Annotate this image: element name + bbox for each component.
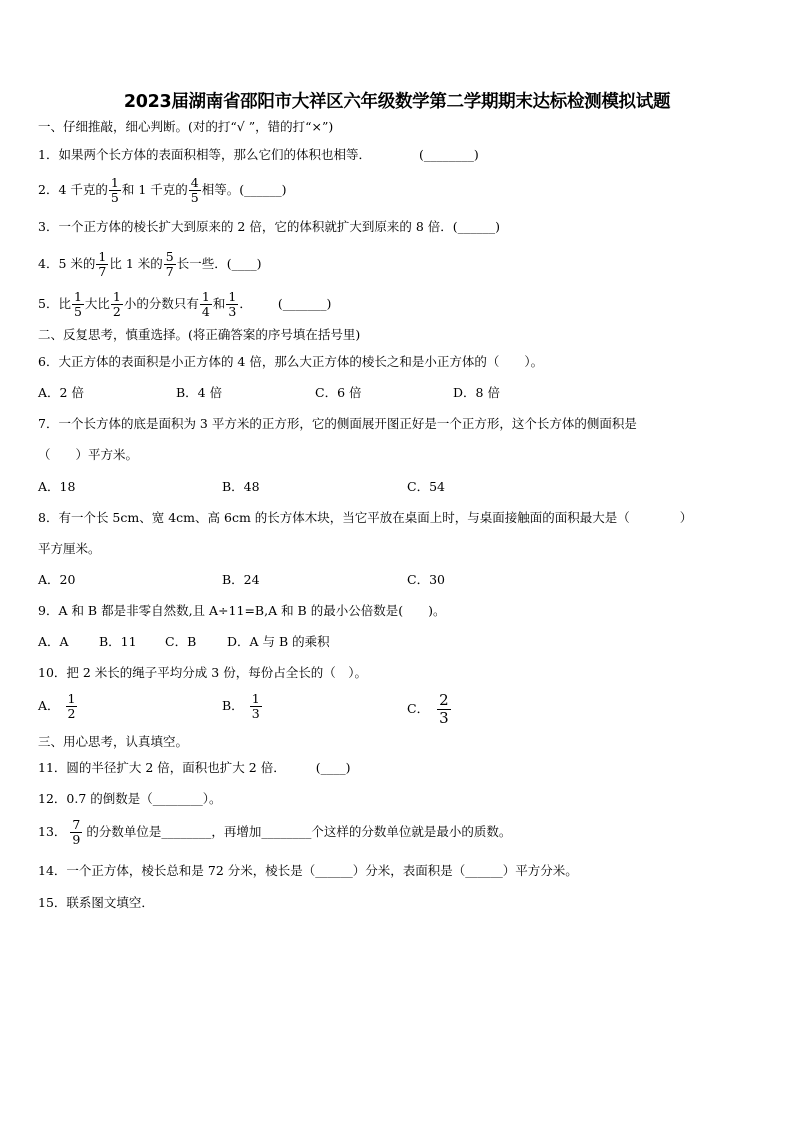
question-8-option-a[interactable]: A．20 (38, 572, 76, 587)
question-2 (38, 176, 286, 205)
question-10-option-b[interactable] (222, 692, 263, 721)
question-10-option-a[interactable] (38, 692, 78, 721)
denominator: 3 (251, 706, 260, 721)
fraction-1-5 (72, 290, 84, 319)
numerator: 1 (67, 691, 76, 706)
numerator: 2 (439, 691, 449, 709)
question-5-answer-blank: (_______) (277, 296, 332, 311)
question-2-text-b: 和 1 千克的 (121, 182, 188, 197)
option-letter: B． (222, 698, 244, 713)
fraction-1-5 (109, 176, 121, 205)
numerator: 1 (228, 289, 237, 304)
question-13-text-a: 13． (38, 824, 67, 839)
section-2-heading: 二、反复思考，慎重选择。(将正确答案的序号填在括号里) (38, 327, 361, 342)
fraction-1-3 (226, 290, 238, 319)
question-1-text: 1．如果两个长方体的表面积相等，那么它们的体积也相等． (38, 147, 371, 162)
section-1-heading: 一、仔细推敲，细心判断。(对的打“√ ”，错的打“×”) (38, 119, 334, 134)
question-9-option-a[interactable]: A．A (38, 634, 69, 649)
question-5-text-a: 5．比 (38, 296, 71, 311)
question-9: 9．A 和 B 都是非零自然数,且 A÷11=B,A 和 B 的最小公倍数是( )。 (38, 603, 446, 618)
question-11-answer-blank: (____) (315, 760, 351, 775)
question-7-option-a[interactable]: A．18 (38, 479, 76, 494)
question-11 (38, 759, 350, 777)
numerator: 1 (73, 289, 82, 304)
question-2-text-a: 2．4 千克的 (38, 182, 108, 197)
question-5-text-d: 和 (212, 296, 226, 311)
question-6-option-d[interactable]: D．8 倍 (453, 385, 500, 400)
fraction-1-2 (111, 290, 123, 319)
question-3: 3．一个正方体的棱长扩大到原来的 2 倍，它的体积就扩大到原来的 8 倍．(______) (38, 219, 501, 234)
question-1 (38, 146, 479, 164)
question-6-option-c[interactable]: C．6 倍 (315, 385, 362, 400)
question-9-option-b[interactable]: B．11 (99, 634, 137, 649)
fraction-7-9 (70, 818, 82, 847)
question-10-option-c[interactable] (407, 692, 452, 727)
numerator: 7 (72, 817, 81, 832)
denominator: 9 (72, 832, 81, 847)
question-10: 10．把 2 米长的绳子平均分成 3 份，每份占全长的（ ）。 (38, 665, 367, 680)
question-8-line-2: 平方厘米。 (38, 541, 101, 556)
denominator: 7 (165, 264, 174, 279)
question-7-option-c[interactable]: C．54 (407, 479, 445, 494)
question-6: 6．大正方体的表面积是小正方体的 4 倍，那么大正方体的棱长之和是小正方体的（ ）。 (38, 354, 544, 369)
denominator: 2 (112, 304, 121, 319)
fraction-4-5 (189, 176, 201, 205)
fraction-5-7 (164, 250, 176, 279)
option-letter: A． (38, 698, 60, 713)
fraction-1-2 (66, 692, 78, 721)
question-6-option-a[interactable]: A．2 倍 (38, 385, 84, 400)
question-5-text-e: ． (239, 296, 252, 311)
question-9-option-c[interactable]: C．B (165, 634, 197, 649)
question-15: 15．联系图文填空． (38, 895, 154, 910)
fraction-1-4 (200, 290, 212, 319)
question-1-answer-blank: (________) (418, 147, 479, 162)
question-7-option-b[interactable]: B．48 (222, 479, 260, 494)
section-3-heading: 三、用心思考，认真填空。 (38, 734, 189, 749)
question-12: 12．0.7 的倒数是（________）。 (38, 791, 222, 806)
denominator: 7 (98, 264, 107, 279)
option-letter: C． (407, 701, 430, 716)
question-11-text: 11．圆的半径扩大 2 倍，面积也扩大 2 倍． (38, 760, 286, 775)
fraction-1-7 (96, 250, 108, 279)
question-8-option-b[interactable]: B．24 (222, 572, 260, 587)
question-8-option-c[interactable]: C．30 (407, 572, 445, 587)
question-4-text-a: 4．5 米的 (38, 256, 96, 271)
denominator: 5 (110, 190, 119, 205)
question-7-line-1: 7．一个长方体的底是面积为 3 平方米的正方形，它的侧面展开图正好是一个正方形，这个长方体的侧面积是 (38, 416, 637, 431)
numerator: 1 (201, 289, 210, 304)
question-5-text-b: 大比 (84, 296, 110, 311)
question-13 (38, 818, 511, 847)
numerator: 1 (251, 691, 260, 706)
denominator: 4 (201, 304, 210, 319)
numerator: 1 (98, 249, 107, 264)
numerator: 1 (110, 175, 119, 190)
question-6-option-b[interactable]: B．4 倍 (176, 385, 223, 400)
numerator: 1 (112, 289, 121, 304)
denominator: 3 (439, 709, 449, 727)
question-13-text-b: 的分数单位是________，再增加________个这样的分数单位就是最小的质数。 (86, 824, 512, 839)
question-7-line-2: （ ）平方米。 (38, 447, 139, 462)
numerator: 4 (190, 175, 199, 190)
denominator: 2 (67, 706, 76, 721)
question-2-text-c: 相等。(______) (201, 182, 287, 197)
numerator: 5 (165, 249, 174, 264)
denominator: 5 (73, 304, 82, 319)
question-4-text-c: 长一些．(____) (176, 256, 262, 271)
question-8-line-1: 8．有一个长 5cm、宽 4cm、高 6cm 的长方体木块，当它平放在桌面上时，与桌面接触面的面积最大是（ ） (38, 510, 693, 525)
question-5-text-c: 小的分数只有 (123, 296, 199, 311)
question-9-option-d[interactable]: D．A 与 B 的乘积 (227, 634, 330, 649)
page-title: 2023届湖南省邵阳市大祥区六年级数学第二学期期末达标检测模拟试题 (123, 92, 671, 112)
question-4 (38, 250, 261, 279)
fraction-2-3 (437, 692, 451, 727)
question-4-text-b: 比 1 米的 (109, 256, 163, 271)
question-14: 14．一个正方体，棱长总和是 72 分米，棱长是（______）分米，表面积是（______）平方分米。 (38, 863, 578, 878)
denominator: 3 (228, 304, 237, 319)
denominator: 5 (190, 190, 199, 205)
question-5 (38, 290, 331, 319)
fraction-1-3 (250, 692, 262, 721)
